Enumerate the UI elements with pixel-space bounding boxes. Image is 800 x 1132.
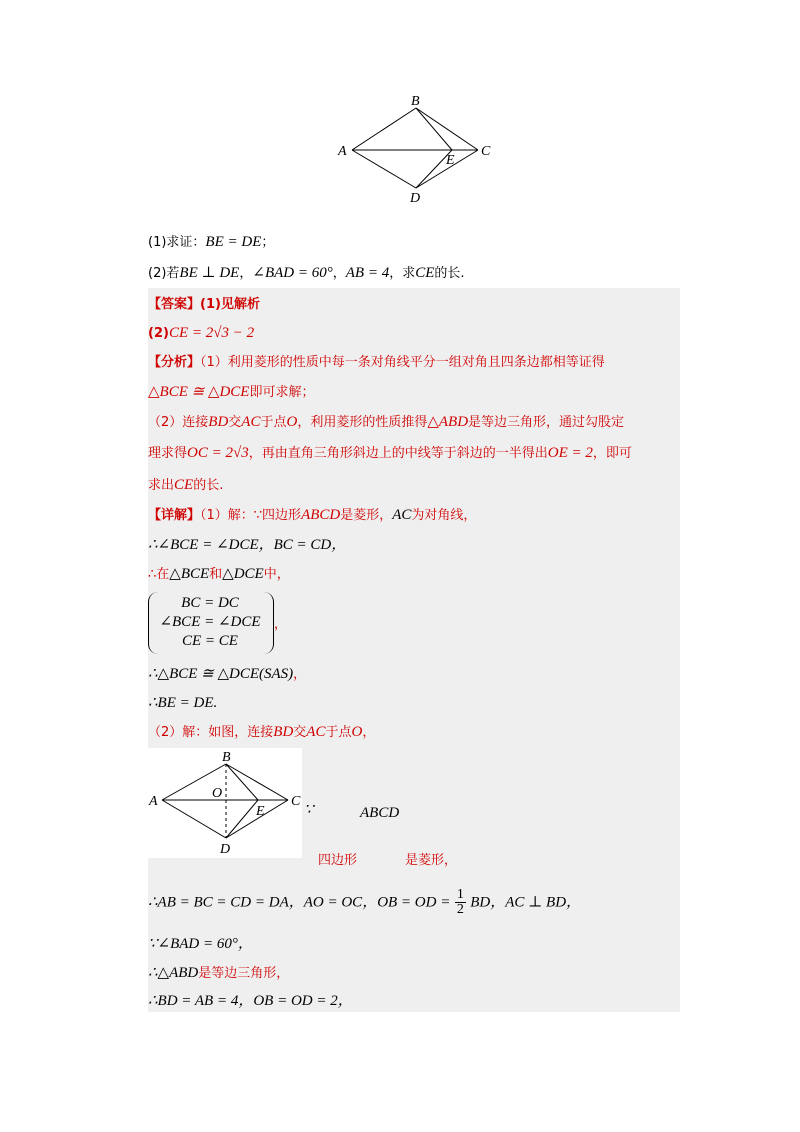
detail-line-8: ∵∠BAD = 60°， <box>148 936 253 952</box>
fraction-half: $\frac{1}{2}$ <box>456 887 464 917</box>
label-b2: B <box>222 750 231 765</box>
label-a2: A <box>149 794 158 809</box>
detail-line-5: ∴BE = DE. <box>148 695 218 711</box>
quad-label: 四边形 <box>318 853 358 868</box>
rhombus-figure-top <box>330 92 500 207</box>
abcd-label: ABCD <box>360 805 400 821</box>
label-c2: C <box>291 794 301 809</box>
analysis-line-2: △BCE ≅ △DCE即可求解； <box>148 384 315 400</box>
is-rhombus-label: 是菱形， <box>405 853 458 868</box>
detail-line-3: ∴在△BCE和△DCE中， <box>148 566 290 582</box>
detail-line-4: ∴△BCE ≅ △DCE(SAS)， <box>148 666 307 682</box>
answer-line-2: (2)CE = 2√3 − 2 <box>148 325 255 341</box>
equation-system-tail: ， <box>274 617 288 632</box>
analysis-line-5: 求出CE的长. <box>148 477 224 493</box>
answer-line-1: 【答案】(1)见解析 <box>148 297 260 312</box>
since-symbol: ∵ <box>304 802 314 818</box>
detail-line-6: （2）解：如图，连接BD交AC于点O， <box>148 724 376 740</box>
detail-line-10: ∴BD = AB = 4，OB = OD = 2， <box>148 993 353 1009</box>
label-d: D <box>410 191 421 206</box>
label-e: E <box>446 153 455 168</box>
analysis-line-3: （2）连接BD交AC于点O，利用菱形的性质推得△ABD是等边三角形，通过勾股定 <box>148 414 625 430</box>
label-b: B <box>411 94 420 109</box>
detail-line-9: ∴△ABD是等边三角形， <box>148 965 290 981</box>
label-e2: E <box>256 804 265 819</box>
label-o2: O <box>212 786 223 801</box>
equation-system: BC = DC ∠BCE = ∠DCE CE = CE <box>159 595 261 649</box>
analysis-line-1: 【分析】（1）利用菱形的性质中每一条对角线平分一组对角且四条边都相等证得 <box>148 355 605 370</box>
label-a: A <box>338 144 347 159</box>
rhombus-figure-bottom <box>148 748 302 858</box>
label-c: C <box>481 144 491 159</box>
detail-line-7: ∴AB = BC = CD = DA，AO = OC，OB = OD = $\frac{1}{2}$ BD，AC ⊥ BD， <box>148 887 582 917</box>
label-d2: D <box>220 842 231 857</box>
analysis-line-4: 理求得OC = 2√3，再由直角三角形斜边上的中线等于斜边的一半得出OE = 2，即可 <box>148 445 632 461</box>
detail-line-1: 【详解】（1）解：∵四边形ABCD是菱形，AC为对角线， <box>148 507 477 523</box>
question-1: (1)求证：BE = DE； <box>148 234 275 250</box>
detail-line-2: ∴∠BCE = ∠DCE，BC = CD， <box>148 537 347 553</box>
question-2: (2)若BE ⊥ DE，∠BAD = 60°，AB = 4，求CE的长. <box>148 265 465 281</box>
